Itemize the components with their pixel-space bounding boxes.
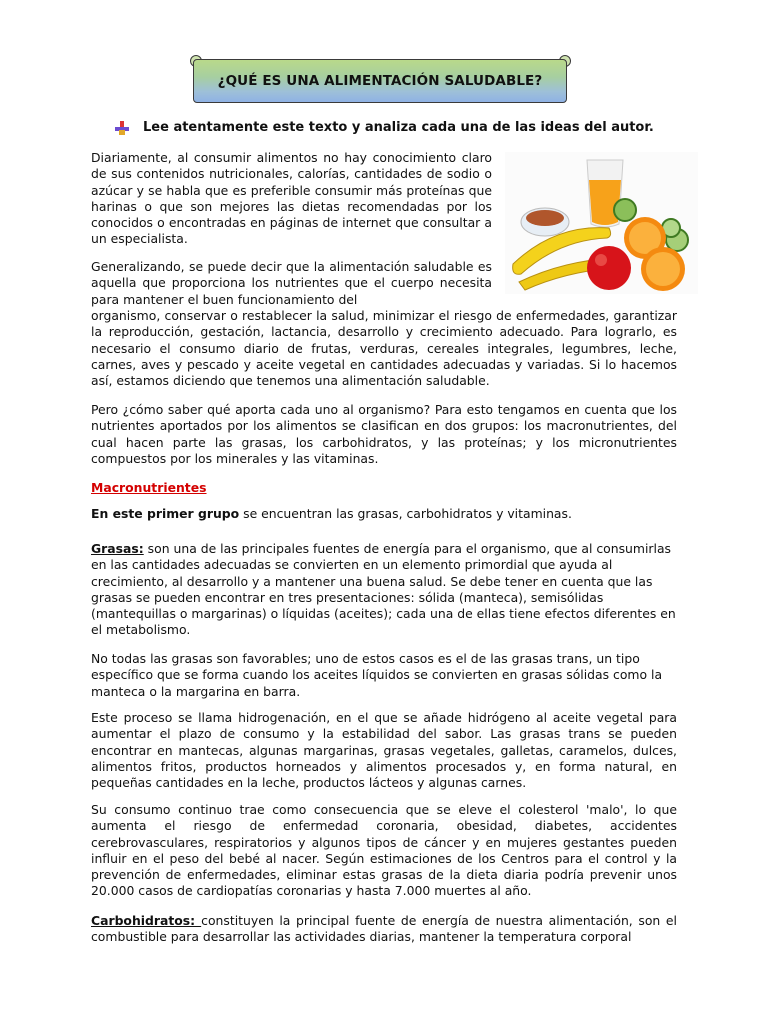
paragraph-consumo: Su consumo continuo trae como consecuencia que se eleve el colesterol 'malo', lo que aumenta el riesgo de enfermedad coronaria, obesidad, diabetes, accidentes cerebrovasculares, respiratorios y algunos tipos de cáncer y en mujeres gestantes pueden influir en el peso del bebé al nacer. Según estimaciones de los Centros para el control y la prevención de enfermedades, eliminar estas grasas de la dieta diaria podría prevenir unos 20.000 casos de cardiopatías coronarias y hasta 7.000 muertes al año.	[91, 802, 677, 899]
bullet-cross-icon	[115, 121, 129, 135]
grasas-text: son una de las principales fuentes de energía para el organismo, que al consumirlas en las cantidades adecuadas se convierten en un elemento primordial que ayuda al crecimiento, al desarrollo y a mantener una buena salud. Se debe tener en cuenta que las grasas se pueden encontrar en tres presentaciones: sólida (manteca), semisólidas (mantequillas o margarinas) o líquidas (aceites); cada una de ellas tiene efectos diferentes en el metabolismo.	[91, 541, 676, 638]
paragraph-grupos: Pero ¿cómo saber qué aporta cada uno al organismo? Para esto tengamos en cuenta que los nutrientes aportados por los alimentos se clasifican en dos grupos: los macronutrientes, del cual hacen parte las grasas, los carbohidratos, y las proteínas; y los micronutrientes compuestos por los minerales y las vitaminas.	[91, 402, 677, 466]
grasas-label: Grasas:	[91, 541, 144, 556]
heading-macronutrientes-line	[91, 480, 677, 496]
fruit-photo	[505, 152, 698, 294]
paragraph-grasas	[91, 541, 677, 639]
paragraph-primer-grupo	[91, 506, 677, 522]
fruit-illustration-icon	[505, 152, 698, 294]
paragraph-grasas-trans: No todas las grasas son favorables; uno de estos casos es el de las grasas trans, un tipo específico que se forma cuando los aceites líquidos se convierten en grasas sólidas como la manteca o la margarina en barra.	[91, 651, 663, 699]
paragraph-generalizando-a: Generalizando, se puede decir que la alimentación saludable es aquella que proporciona los nutrientes que el cuerpo necesita para mantener el buen funcionamiento del	[91, 259, 492, 307]
primer-grupo-rest: se encuentran las grasas, carbohidratos y vitaminas.	[239, 506, 572, 521]
page-title: ¿QUÉ ES UNA ALIMENTACIÓN SALUDABLE?	[193, 59, 567, 103]
primer-grupo-bold: En este primer grupo	[91, 506, 240, 521]
instruction-line	[115, 120, 654, 135]
instruction-text: Lee atentamente este texto y analiza cada una de las ideas del autor.	[143, 120, 654, 135]
paragraph-hidrogenacion: Este proceso se llama hidrogenación, en el que se añade hidrógeno al aceite vegetal para aumentar el plazo de consumo y la estabilidad del sabor. Las grasas trans se pueden encontrar en mantecas, algunas margarinas, grasas vegetales, galletas, caramelos, dulces, alimentos fritos, productos horneados y alimentos procesados y, en forma natural, en pequeñas cantidades en la leche, productos lácteos y algunas carnes.	[91, 710, 677, 791]
paragraph-generalizando-b: organismo, conservar o restablecer la salud, minimizar el riesgo de enfermedades, garantizar la reproducción, gestación, lactancia, desarrollo y crecimiento adecuado. Para lograrlo, es necesario el consumo diario de frutas, verduras, cereales integrales, legumbres, leche, carnes, aves y pescado y aceite vegetal en cantidades adecuadas y variadas. Si lo hacemos así, estamos diciendo que tenemos una alimentación saludable.	[91, 308, 677, 389]
paragraph-intro: Diariamente, al consumir alimentos no hay conocimiento claro de sus contenidos nutricionales, calorías, cantidades de sodio o azúcar y se habla que es preferible consumir más proteínas que harinas o que son mejores las dietas recomendadas por los conocidos o encontradas en páginas de internet que consultar a un especialista.	[91, 150, 492, 247]
paragraph-carbohidratos	[91, 913, 677, 946]
carbohidratos-label: Carbohidratos:	[91, 913, 202, 928]
title-banner	[193, 55, 571, 105]
heading-macronutrientes: Macronutrientes	[91, 480, 207, 495]
carbohidratos-text: constituyen la principal fuente de energía de nuestra alimentación, son el combustible para desarrollar las actividades diarias, mantener la temperatura corporal	[91, 913, 677, 945]
